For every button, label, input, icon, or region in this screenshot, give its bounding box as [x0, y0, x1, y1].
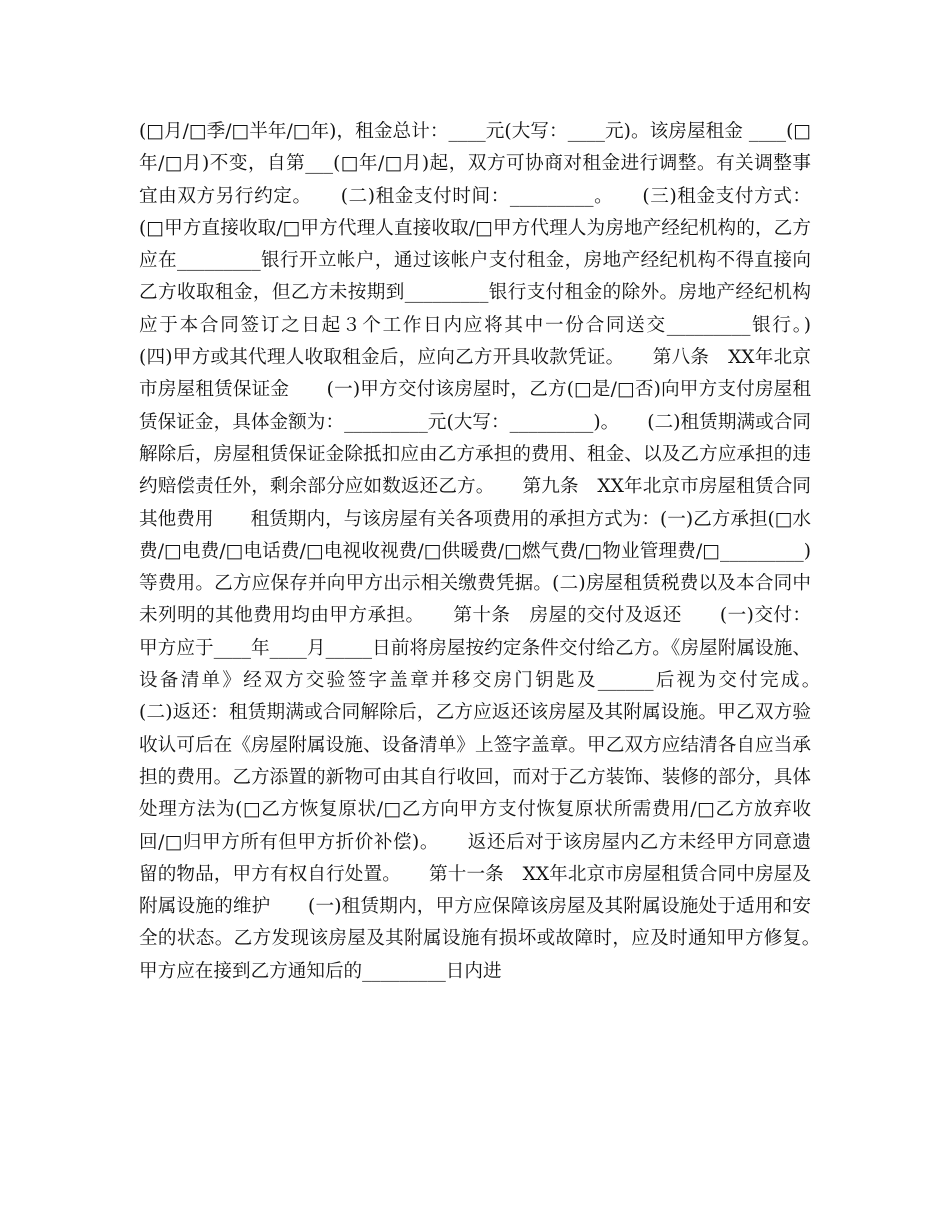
contract-body-text: (□月/□季/□半年/□年)，租金总计：____元(大写：____元)。该房屋租金 ____(□年/□月)不变，自第___(□年/□月)起，双方可协商对租金进行调整。有关调整事宜由双方另行约定。 (二)租金支付时间：_________。 (三)租金支付方式：(□甲方直接收取/□甲方代理人直接收取/□甲方代理人为房地产经纪机构的，乙方应在_________银行开立帐户，通过该帐户支付租金，房地产经纪机构不得直接向乙方收取租金，但乙方未按期到_________银行支付租金的除外。房地产经纪机构应于本合同签订之日起３个工作日内应将其中一份合同送交_________银行。) (四)甲方或其代理人收取租金后，应向乙方开具收款凭证。 第八条 XX年北京市房屋租赁保证金 (一)甲方交付该房屋时，乙方(□是/□否)向甲方支付房屋租赁保证金，具体金额为：_________元(大写：_________)。 (二)租赁期满或合同解除后，房屋租赁保证金除抵扣应由乙方承担的费用、租金、以及乙方应承担的违约赔偿责任外，剩余部分应如数返还乙方。 第九条 XX年北京市房屋租赁合同其他费用 租赁期内，与该房屋有关各项费用的承担方式为：(一)乙方承担(□水费/□电费/□电话费/□电视收视费/□供暖费/□燃气费/□物业管理费/□_________)等费用。乙方应保存并向甲方出示相关缴费凭据。(二)房屋租赁税费以及本合同中未列明的其他费用均由甲方承担。 第十条 房屋的交付及返还 (一)交付：甲方应于____年____月_____日前将房屋按约定条件交付给乙方。《房屋附属设施、设备清单》经双方交验签字盖章并移交房门钥匙及______后视为交付完成。 (二)返还：租赁期满或合同解除后，乙方应返还该房屋及其附属设施。甲乙双方验收认可后在《房屋附属设施、设备清单》上签字盖章。甲乙双方应结清各自应当承担的费用。乙方添置的新物可由其自行收回，而对于乙方装饰、装修的部分，具体处理方法为(□乙方恢复原状/□乙方向甲方支付恢复原状所需费用/□乙方放弃收回/□归甲方所有但甲方折价补偿)。 返还后对于该房屋内乙方未经甲方同意遗留的物品，甲方有权自行处置。 第十一条 XX年北京市房屋租赁合同中房屋及附属设施的维护 (一)租赁期内，甲方应保障该房屋及其附属设施处于适用和安全的状态。乙方发现该房屋及其附属设施有损坏或故障时，应及时通知甲方修复。 甲方应在接到乙方通知后的_________日内进	[139, 121, 849, 982]
